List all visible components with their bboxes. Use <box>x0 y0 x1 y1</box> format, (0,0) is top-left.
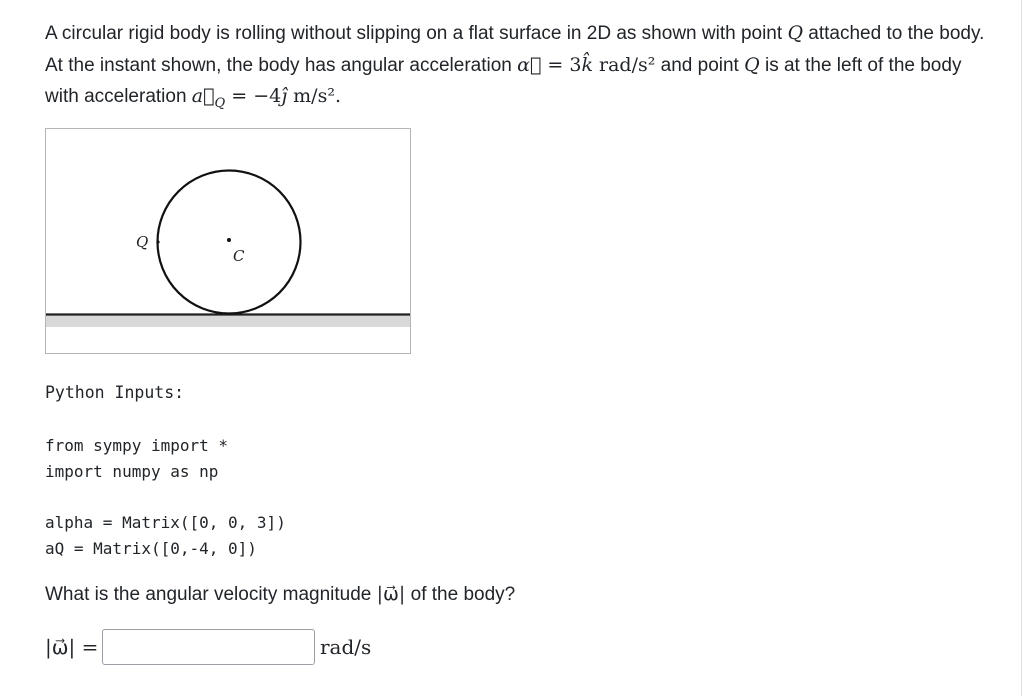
ground-surface <box>46 315 410 327</box>
rolling-body-figure <box>45 128 411 354</box>
omega-expression: |ω⃗| <box>376 583 406 605</box>
python-inputs-label: Python Inputs: <box>45 383 185 402</box>
alpha-vector: α⃗ <box>517 53 542 76</box>
answer-units: rad/s <box>320 635 372 659</box>
point-q-label: Q <box>136 233 149 251</box>
aq-vector: a⃗ <box>191 85 215 107</box>
answer-row <box>45 628 371 666</box>
code-inputs: alpha = Matrix([0, 0, 3]) aQ = Matrix([0,-4, 0]) <box>45 513 286 558</box>
point-q-marker <box>156 240 159 243</box>
answer-label: |ω⃗| = <box>45 635 99 659</box>
figure-svg <box>45 128 411 354</box>
center-label: C <box>233 247 245 265</box>
problem-statement: A circular rigid body is rolling without slipping on a flat surface in 2D as shown with point Q attached to the body. At the instant shown, the body has angular acceleration α⃗ = 3k̂ rad/s² and point Q is at the left of the body with acceleration $a⃗_Q$ = −4ĵ m/s². <box>45 22 985 111</box>
code-imports: from sympy import * import numpy as np <box>45 436 229 481</box>
center-point <box>227 238 231 242</box>
omega-answer-input[interactable] <box>102 629 315 665</box>
point-q-symbol: Q <box>787 22 804 44</box>
question-text: What is the angular velocity magnitude |ω⃗| of the body? <box>45 583 516 605</box>
